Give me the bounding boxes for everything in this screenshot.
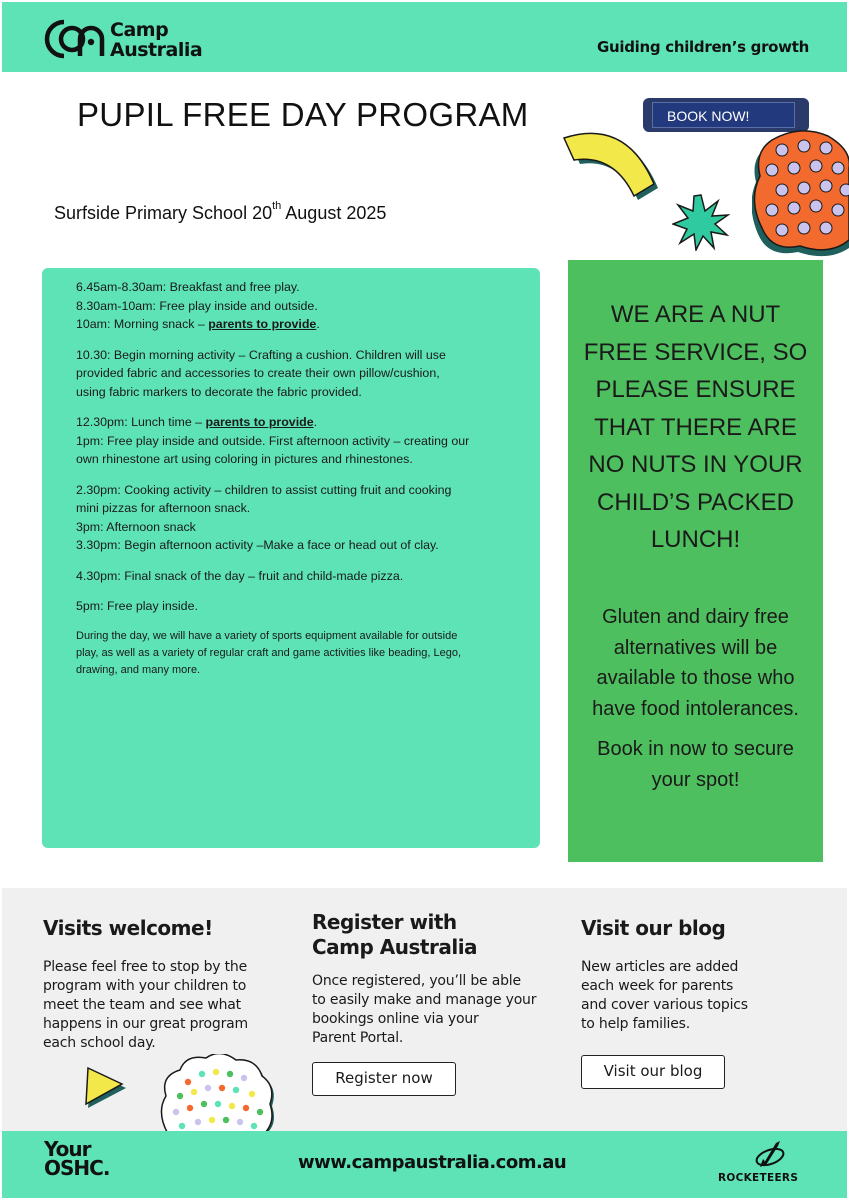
parents-to-provide-note: parents to provide [208,317,317,331]
book-in-now-text [568,734,823,795]
register-line: to easily make and manage your [312,992,537,1008]
camp-australia-logo-icon [42,18,106,60]
register-title [312,910,477,960]
nut-free-line: PLEASE ENSURE [595,376,796,403]
dietary-line: alternatives will be [613,636,778,659]
page-title: PUPIL FREE DAY PROGRAM [77,96,529,133]
schedule-panel [42,268,540,848]
schedule-line: 4.30pm: Final snack of the day – fruit and child-made pizza. [76,568,404,583]
schedule-text: 10am: Morning snack – [76,317,209,331]
camp-australia-logo[interactable] [42,18,212,62]
schedule-line: 3.30pm: Begin afternoon activity –Make a face or head out of clay. [76,538,439,552]
yellow-arc-shape [560,128,670,228]
dietary-line: Gluten and dairy free [602,606,789,628]
white-dotted-cloud-shape [158,1054,278,1134]
schedule-line: 10.30: Begin morning activity – Crafting a cushion. Children will use [76,347,446,362]
subtitle-ordinal: th [272,200,282,212]
visit-blog-button[interactable]: Visit our blog [581,1055,725,1089]
nut-free-line: CHILD’S PACKED [597,488,794,516]
schedule-line: 5pm: Free play inside. [76,599,198,613]
visits-line: happens in our great program [43,1016,248,1032]
yellow-triangle-shape [82,1064,130,1112]
schedule-note: play, as well as a variety of regular craft and game activities like beading, Lego, [76,646,461,659]
register-text [312,972,536,1048]
subtitle-school: Surfside Primary School 20 [54,203,273,223]
rocket-icon [754,1137,786,1171]
nut-free-heading [568,296,823,559]
nut-free-line: THAT THERE ARE [594,413,797,441]
dietary-alternatives-text [568,602,823,724]
schedule-text: . [313,415,318,429]
nut-free-line: WE ARE A NUT [610,301,781,328]
schedule-text: . [316,317,320,331]
brand-line-2: Australia [110,39,203,61]
website-link[interactable]: www.campaustralia.com.au [298,1152,567,1173]
register-line: bookings online via your [312,1011,479,1027]
visit-blog-title: Visit our blog [581,916,726,940]
visit-blog-text [581,958,748,1034]
schedule-line: provided fabric and accessories to create their own pillow/cushion, [76,366,440,380]
schedule-line: 3pm: Afternoon snack [76,519,196,534]
visits-line: program with your children to [43,978,247,994]
visits-welcome-title: Visits welcome! [43,916,213,940]
teal-starburst-shape [672,193,730,251]
nut-free-line: FREE SERVICE, SO [583,338,808,366]
nut-free-notice [568,260,823,862]
schedule-line [76,315,530,334]
blog-line: and cover various topics [581,997,748,1013]
register-title-line: Camp Australia [312,935,478,959]
rocketeers-wordmark: ROCKETEERS [718,1172,799,1184]
school-date-subtitle [54,200,387,224]
register-line: Once registered, you’ll be able [312,973,521,989]
parents-to-provide-note: parents to provide [205,415,314,429]
book-in-line: Book in now to secure [597,738,794,760]
schedule-line: mini pizzas for afternoon snack. [76,501,251,515]
schedule-text: 12.30pm: Lunch time – [76,415,206,429]
nut-free-line: LUNCH! [650,526,741,553]
subtitle-month-year: August 2025 [281,203,387,223]
book-now-button[interactable] [643,98,809,132]
schedule-line [76,413,530,432]
book-in-line: your spot! [651,768,740,791]
schedule-note: drawing, and many more. [76,663,201,676]
header-bar [2,2,847,72]
schedule-line: 8.30am-10am: Free play inside and outside. [76,298,318,313]
rocketeers-logo[interactable] [716,1137,816,1189]
register-title-line: Register with [312,910,457,934]
schedule-line: 6.45am-8.30am: Breakfast and free play. [76,280,300,294]
blog-line: each week for parents [581,978,734,994]
schedule-line: using fabric markers to decorate the fabric provided. [76,384,362,399]
book-now-label: BOOK NOW! [652,102,795,128]
visits-line: meet the team and see what [43,997,241,1013]
schedule-line: own rhinestone art using coloring in pictures and rhinestones. [76,452,413,466]
visits-line: each school day. [43,1035,156,1051]
visits-line: Please feel free to stop by the [43,959,248,975]
tagline: Guiding children’s growth [597,38,809,56]
your-oshc-logo[interactable] [44,1137,110,1180]
schedule-line: 1pm: Free play inside and outside. First afternoon activity – creating our [76,433,470,448]
blog-line: to help families. [581,1016,690,1032]
schedule-line: 2.30pm: Cooking activity – children to assist cutting fruit and cooking [76,482,452,497]
visits-welcome-text [43,958,248,1053]
register-line: Parent Portal. [312,1030,404,1046]
your-oshc-line: Your [44,1137,91,1161]
schedule-note: During the day, we will have a variety of sports equipment available for outside [76,629,458,642]
brand-line-1: Camp [110,19,169,41]
brand-name [110,20,202,60]
your-oshc-line: OSHC. [44,1156,110,1180]
orange-dotted-blob-shape [752,128,849,260]
register-now-button[interactable]: Register now [312,1062,456,1096]
nut-free-line: NO NUTS IN YOUR [588,451,803,478]
dietary-line: have food intolerances. [592,697,799,720]
blog-line: New articles are added [581,959,739,975]
dietary-line: available to those who [596,667,795,689]
